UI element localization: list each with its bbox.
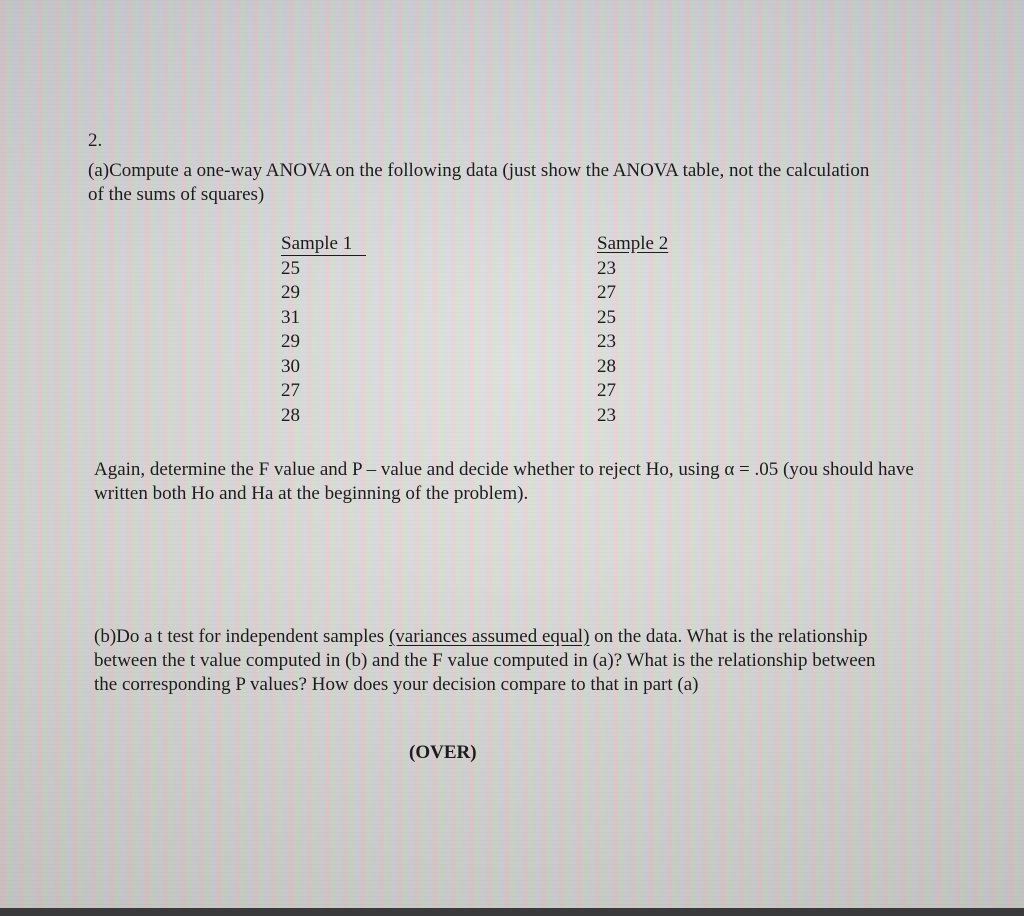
part-b-suffix: on the data. What is the relationship between the t value computed in (b) and the F value computed in (a)? What is the relationship between the corresponding P values? How does your decision compare to that in part (a) (94, 626, 876, 695)
part-b-prefix: (b)Do a t test for independent samples (94, 626, 389, 647)
sample-2-value: 27 (597, 380, 616, 401)
sample-1-value: 27 (281, 380, 300, 401)
over-note: (OVER) (409, 742, 477, 763)
sample-2-value: 23 (597, 404, 616, 426)
sample-1-value: 29 (281, 282, 300, 303)
sample-2-column (597, 232, 668, 428)
f-test-instructions: Again, determine the F value and P – value and decide whether to reject Ho, using α = .05 (you should have written both Ho and Ha at the beginning of the problem). (94, 459, 914, 504)
monitor-bezel (0, 908, 1024, 916)
sample-1-value: 28 (281, 404, 300, 426)
sample-1-value: 25 (281, 257, 300, 279)
part-b-instructions (94, 625, 894, 697)
sample-1-value: 31 (281, 306, 300, 328)
sample-2-value: 23 (597, 257, 616, 279)
part-b-underlined-phrase: (variances assumed equal) (388, 626, 590, 647)
sample-1-value: 30 (281, 355, 300, 377)
sample-1-header: Sample 1 (281, 233, 366, 256)
sample-2-value: 23 (597, 331, 616, 352)
sample-2-value: 28 (597, 355, 616, 377)
sample-2-value: 25 (597, 306, 616, 328)
question-number: 2. (88, 130, 103, 151)
sample-2-header: Sample 2 (597, 233, 669, 254)
sample-1-column (281, 232, 366, 428)
part-a-instructions: (a)Compute a one-way ANOVA on the following data (just show the ANOVA table, not the calculation of the sums of squares) (88, 160, 870, 205)
sample-1-value: 29 (281, 331, 300, 352)
sample-2-value: 27 (597, 282, 616, 303)
